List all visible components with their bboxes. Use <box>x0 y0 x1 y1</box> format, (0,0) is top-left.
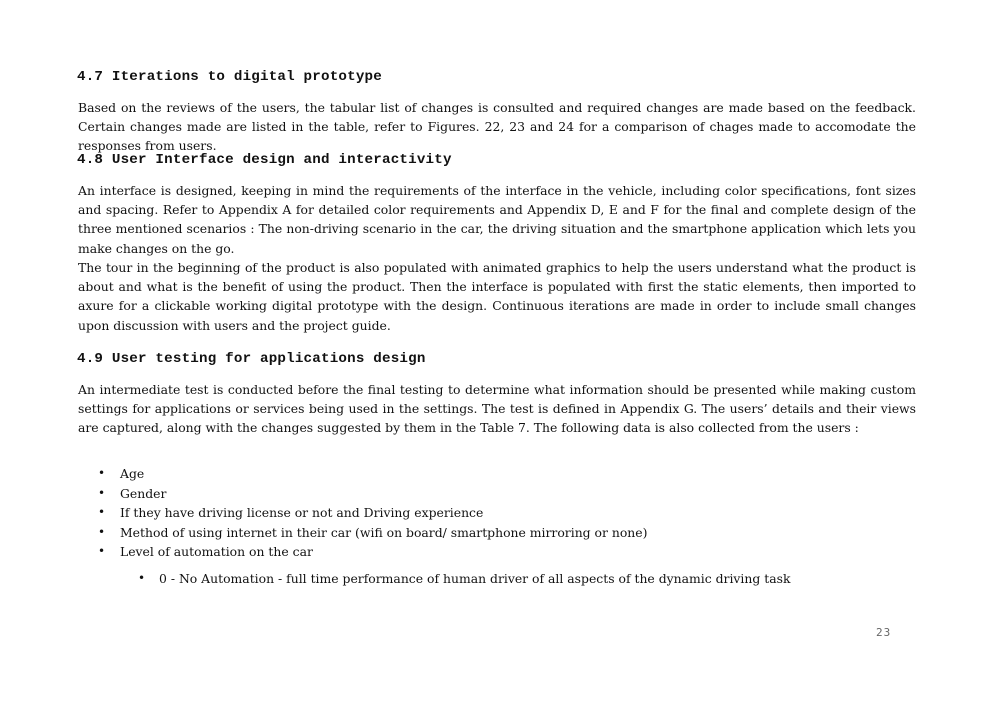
sub-list-item <box>78 569 790 589</box>
collected-data-list <box>78 464 647 562</box>
bullet-icon: • <box>98 485 106 500</box>
section-heading-4-9: 4.9 User testing for applications design <box>77 351 426 367</box>
bullet-icon: • <box>98 466 106 480</box>
list-item <box>78 484 647 504</box>
list-item-label: Gender <box>120 485 167 501</box>
list-item-label: Method of using internet in their car (wifi on board/ smartphone mirroring or none) <box>120 524 648 540</box>
bullet-icon: • <box>98 524 106 539</box>
list-item-label: Age <box>120 466 145 481</box>
section-4-8-paragraph-2: The tour in the beginning of the product is also populated with animated graphics to help the users understand what the product is about and what is the benefit of using the product. Then the interface is populated with first the static elements, then imported to axure for a clickable working digital prototype with the design. Continuous iterations are made in order to include small changes upon discussion with users and the project guide. <box>78 260 916 333</box>
page-number: 23 <box>876 626 892 639</box>
list-item-label: Level of automation on the car <box>120 544 313 559</box>
list-item <box>78 523 647 543</box>
bullet-icon: • <box>98 544 106 558</box>
section-4-7-paragraph: Based on the reviews of the users, the tabular list of changes is consulted and required changes are made based on the feedback. Certain changes made are listed in the table, refer to Figures. 22, 23 and 24 for a comparison of chages made to accomodate the responses from users. <box>78 100 916 154</box>
list-item <box>78 464 647 484</box>
section-4-8-paragraph-1: An interface is designed, keeping in mind the requirements of the interface in the vehicle, including color specifications, font sizes and spacing. Refer to Appendix A for detailed color requirements and Appendix D, E and F for the final and complete design of the three mentioned scenarios : The non-driving scenario in the car, the driving situation and the smartphone application which lets you make changes on the go. <box>78 183 916 256</box>
section-heading-4-8: 4.8 User Interface design and interactivity <box>77 152 452 168</box>
sub-list-item-label: 0 - No Automation - full time performance of human driver of all aspects of the dynamic driving task <box>159 571 791 586</box>
section-4-9-paragraph: An intermediate test is conducted before the final testing to determine what information should be presented while making custom settings for applications or services being used in the settings. The test is defined in Appendix G. The users’ details and their views are captured, along with the changes suggested by them in the Table 7. The following data is also collected from the users : <box>78 382 916 436</box>
list-item <box>78 503 647 523</box>
bullet-icon: • <box>138 571 146 585</box>
list-item-label: If they have driving license or not and Driving experience <box>120 505 484 520</box>
list-item <box>78 542 647 562</box>
bullet-icon: • <box>98 505 106 519</box>
section-heading-4-7: 4.7 Iterations to digital prototype <box>77 69 382 85</box>
